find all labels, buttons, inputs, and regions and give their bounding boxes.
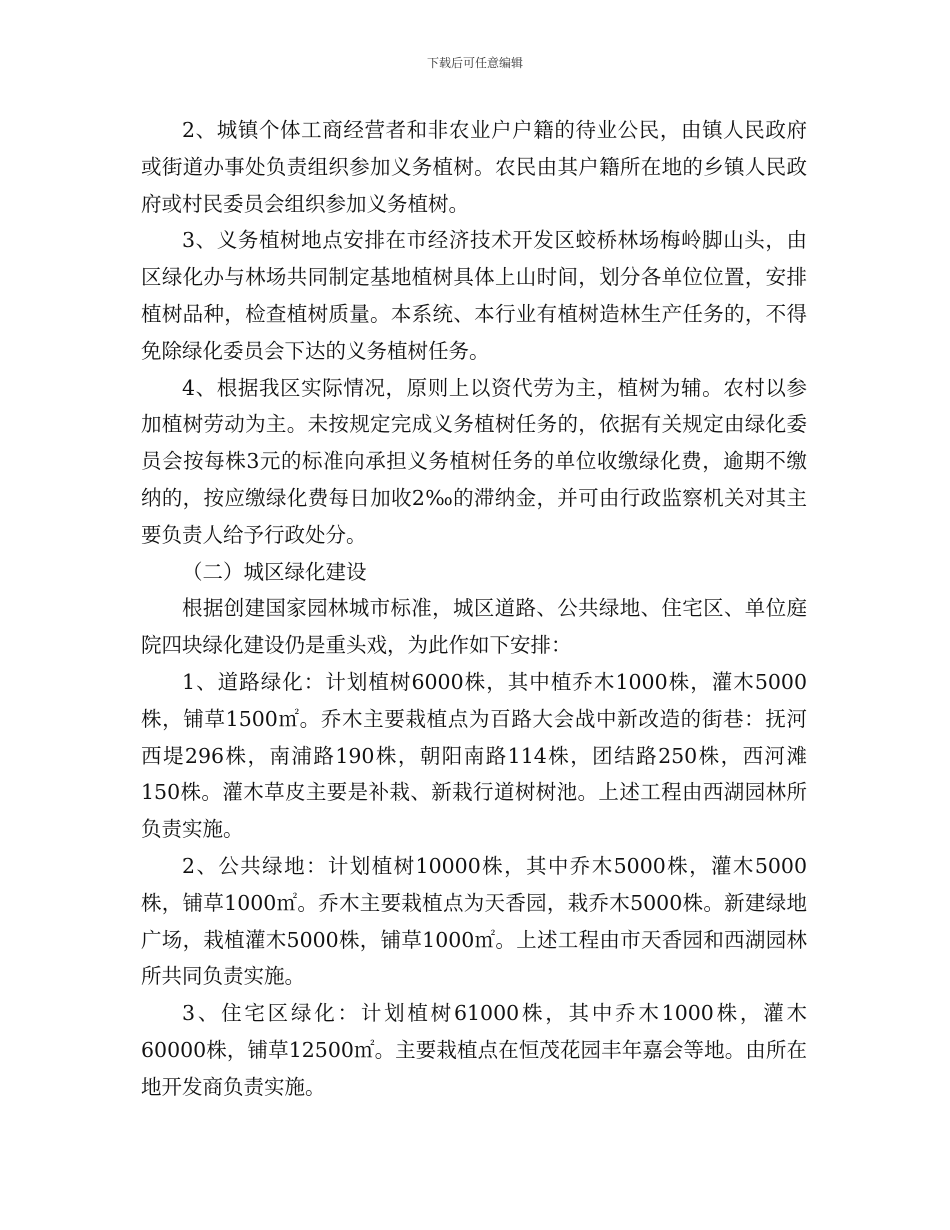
paragraph-intro: 根据创建国家园林城市标准，城区道路、公共绿地、住宅区、单位庭院四块绿化建设仍是重头戏，为此作如下安排： [141, 596, 807, 658]
section-heading-urban-greening: （二）城区绿化建设 [182, 559, 367, 584]
document-body [141, 112, 807, 1106]
paragraph-item-4: 4、根据我区实际情况，原则上以资代劳为主，植树为辅。农村以参加植树劳动为主。未按规定完成义务植树任务的，依据有关规定由绿化委员会按每株3元的标准向承担义务植树任务的单位收缴绿化费，逾期不缴纳的，按应缴绿化费每日加收2‰的滞纳金，并可由行政监察机关对其主要负责人给予行政处分。 [141, 375, 807, 547]
page-header: 下载后可任意编辑 [426, 56, 523, 70]
paragraph-public-green-space: 2、公共绿地：计划植树10000株，其中乔木5000株，灌木5000株，铺草1000㎡。乔木主要栽植点为天香园，栽乔木5000株。新建绿地广场，栽植灌木5000株，铺草1000㎡。上述工程由市天香园和西湖园林所共同负责实施。 [141, 853, 807, 989]
paragraph-residential-greening: 3、住宅区绿化：计划植树61000株，其中乔木1000株，灌木60000株，铺草12500㎡。主要栽植点在恒茂花园丰年嘉会等地。由所在地开发商负责实施。 [141, 1001, 807, 1099]
paragraph-road-greening: 1、道路绿化：计划植树6000株，其中植乔木1000株，灌木5000株，铺草1500㎡。乔木主要栽植点为百路大会战中新改造的街巷：抚河西堤296株，南浦路190株，朝阳南路114株，团结路250株，西河滩150株。灌木草皮主要是补栽、新栽行道树树池。上述工程由西湖园林所负责实施。 [141, 669, 807, 842]
paragraph-item-3: 3、义务植树地点安排在市经济技术开发区蛟桥林场梅岭脚山头，由区绿化办与林场共同制定基地植树具体上山时间，划分各单位位置，安排植树品种，检查植树质量。本系统、本行业有植树造林生产任务的，不得免除绿化委员会下达的义务植树任务。 [141, 228, 807, 363]
paragraph-item-2: 2、城镇个体工商经营者和非农业户户籍的待业公民，由镇人民政府或街道办事处负责组织参加义务植树。农民由其户籍所在地的乡镇人民政府或村民委员会组织参加义务植树。 [141, 118, 807, 216]
